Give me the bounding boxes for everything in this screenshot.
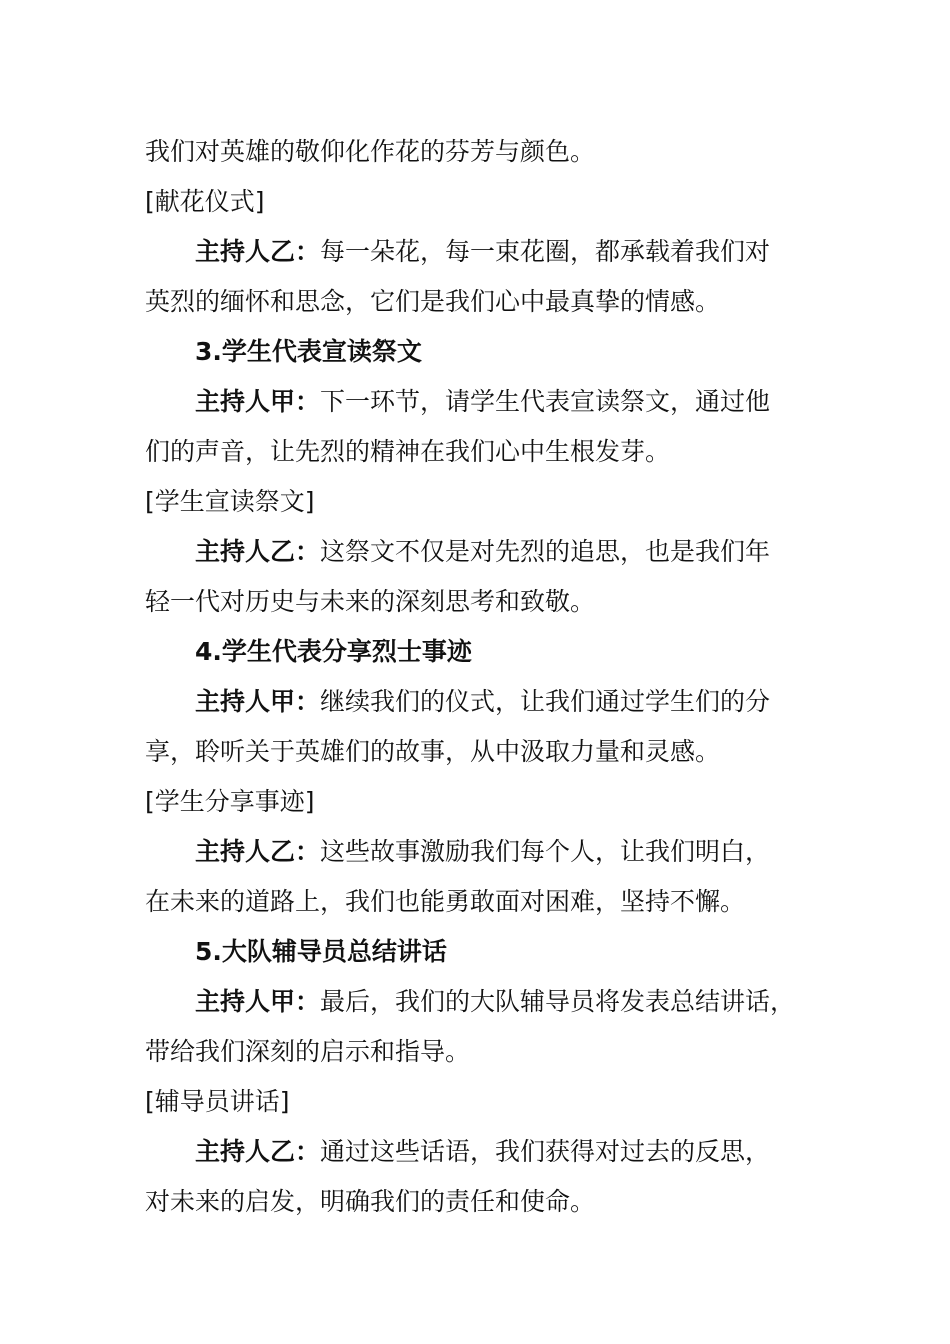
stage-direction xyxy=(145,177,835,227)
section-heading xyxy=(145,627,835,677)
host-line xyxy=(145,1127,835,1177)
line-text: 每一朵花，每一束花圈，都承载着我们对 xyxy=(320,237,771,266)
line-text: [献花仪式] xyxy=(145,187,265,216)
speaker-label: 主持人甲： xyxy=(195,987,321,1016)
line-text: [学生宣读祭文] xyxy=(145,487,315,516)
line-text: 享，聆听关于英雄们的故事，从中汲取力量和灵感。 xyxy=(145,737,721,766)
line-text: 我们对英雄的敬仰化作花的芬芳与颜色。 xyxy=(145,137,596,166)
line-text: 3.学生代表宣读祭文 xyxy=(195,337,422,366)
speaker-label: 主持人乙： xyxy=(195,237,321,266)
host-line xyxy=(145,677,835,727)
section-heading xyxy=(145,927,835,977)
line-text: 4.学生代表分享烈士事迹 xyxy=(195,637,472,666)
line-text: [辅导员讲话] xyxy=(145,1087,290,1116)
line-text: 英烈的缅怀和思念，它们是我们心中最真挚的情感。 xyxy=(145,287,721,316)
paragraph-line xyxy=(145,127,835,177)
line-text: 通过这些话语，我们获得对过去的反思， xyxy=(320,1137,771,1166)
stage-direction xyxy=(145,777,835,827)
host-line xyxy=(145,527,835,577)
paragraph-line xyxy=(145,427,835,477)
line-text: 继续我们的仪式，让我们通过学生们的分 xyxy=(320,687,771,716)
line-text: 轻一代对历史与未来的深刻思考和致敬。 xyxy=(145,587,596,616)
host-line xyxy=(145,977,835,1027)
speaker-label: 主持人甲： xyxy=(195,687,321,716)
speaker-label: 主持人乙： xyxy=(195,837,321,866)
document-body xyxy=(145,127,835,1227)
line-text: 们的声音，让先烈的精神在我们心中生根发芽。 xyxy=(145,437,671,466)
paragraph-line xyxy=(145,877,835,927)
section-heading xyxy=(145,327,835,377)
line-text: 下一环节，请学生代表宣读祭文，通过他 xyxy=(320,387,771,416)
line-text: 这些故事激励我们每个人，让我们明白， xyxy=(320,837,771,866)
paragraph-line xyxy=(145,577,835,627)
host-line xyxy=(145,227,835,277)
speaker-label: 主持人乙： xyxy=(195,537,321,566)
host-line xyxy=(145,827,835,877)
host-line xyxy=(145,377,835,427)
line-text: 5.大队辅导员总结讲话 xyxy=(195,937,447,966)
line-text: 在未来的道路上，我们也能勇敢面对困难，坚持不懈。 xyxy=(145,887,746,916)
paragraph-line xyxy=(145,727,835,777)
stage-direction xyxy=(145,477,835,527)
paragraph-line xyxy=(145,277,835,327)
line-text: 最后，我们的大队辅导员将发表总结讲话， xyxy=(320,987,796,1016)
paragraph-line xyxy=(145,1177,835,1227)
line-text: [学生分享事迹] xyxy=(145,787,315,816)
line-text: 这祭文不仅是对先烈的追思，也是我们年 xyxy=(320,537,771,566)
speaker-label: 主持人乙： xyxy=(195,1137,321,1166)
stage-direction xyxy=(145,1077,835,1127)
speaker-label: 主持人甲： xyxy=(195,387,321,416)
paragraph-line xyxy=(145,1027,835,1077)
line-text: 带给我们深刻的启示和指导。 xyxy=(145,1037,471,1066)
line-text: 对未来的启发，明确我们的责任和使命。 xyxy=(145,1187,596,1216)
